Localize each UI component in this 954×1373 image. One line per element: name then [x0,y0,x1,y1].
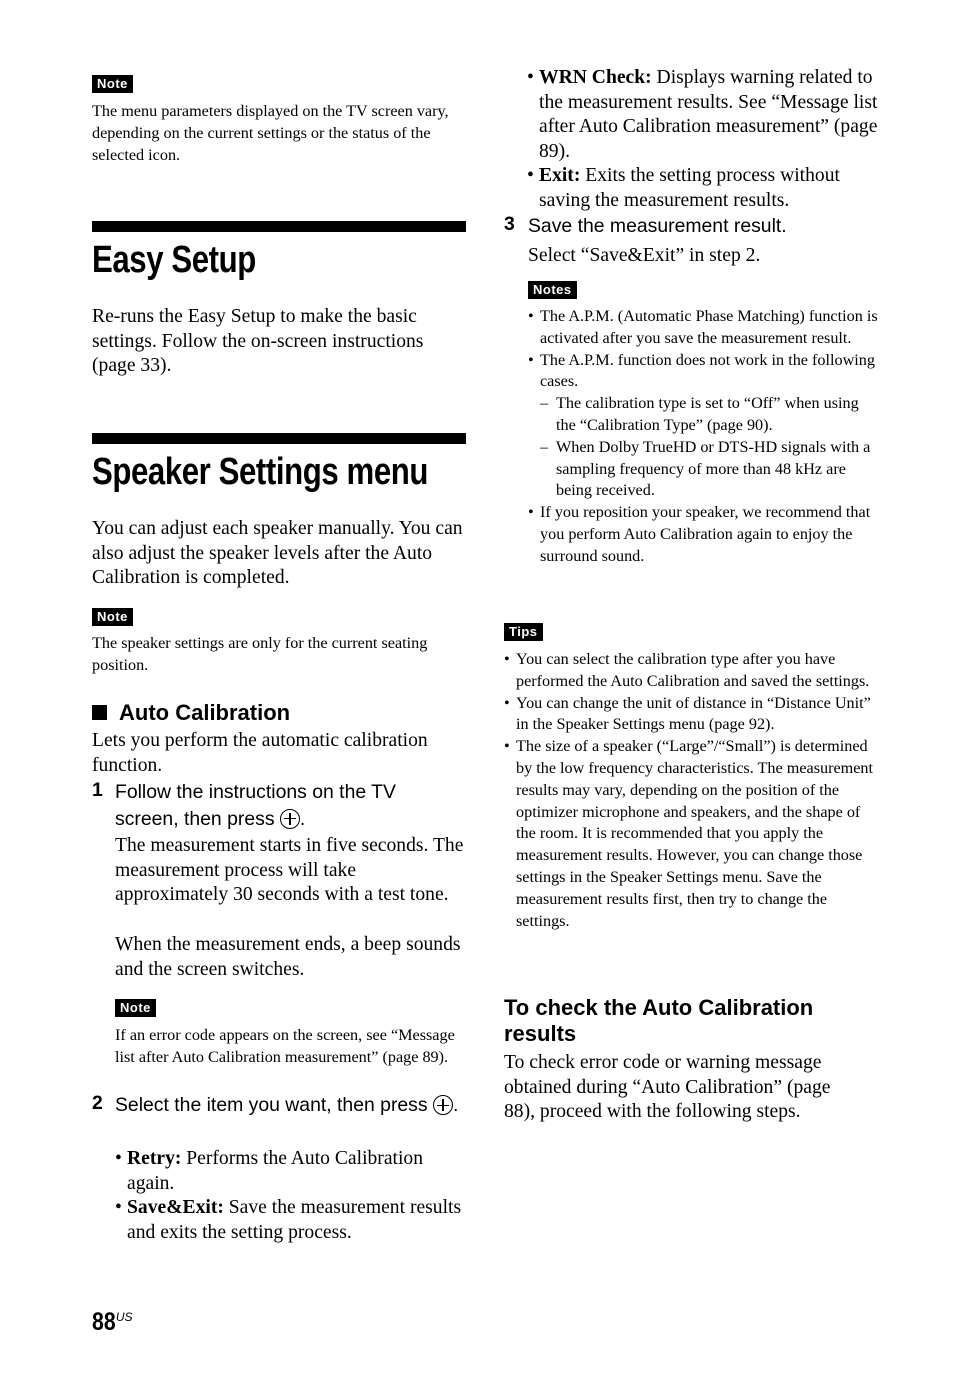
note-badge: Note [92,608,133,626]
sub-list-item: – The calibration type is set to “Off” when using the “Calibration Type” (page 90). [540,393,880,437]
step-number: 2 [92,1092,103,1114]
step-instruction: Save the measurement result. [528,215,787,237]
option-list [115,1147,471,1245]
square-bullet-icon [92,705,107,720]
notes-badge: Notes [528,281,577,299]
list-item: • The size of a speaker (“Large”/“Small”) is determined by the low frequency characteristics. The measurement results may vary, depending on the position of the optimizer microphone and speakers, and the shape of the room. It is recommended that you apply the measurement results. However, you can change those settings in the Speaker Settings menu. Save the measurement results first, then try to change the settings. [504,736,878,932]
note-text: The speaker settings are only for the current seating position. [92,634,428,674]
list-item: • WRN Check: Displays warning related to the measurement results. See “Message list after Auto Calibration measurement” (page 89). [527,66,883,164]
step-instruction: Follow the instructions on the TV screen, then press . [115,781,396,830]
step-3 [504,213,878,240]
list-item: • Retry: Performs the Auto Calibration again. [115,1147,471,1196]
speaker-settings-body: You can adjust each speaker manually. You can also adjust the speaker levels after the Auto Calibration is completed. [92,518,463,589]
section-title-speaker-settings: Speaker Settings menu [92,451,428,493]
notes-list [528,306,880,568]
section-rule [92,433,466,444]
auto-calibration-intro: Lets you perform the automatic calibration function. [92,730,428,776]
note-badge: Note [92,75,133,93]
section-rule [92,221,466,232]
subsection-heading-check-results: To check the Auto Calibration results [504,995,814,1046]
list-item: • You can select the calibration type after you have performed the Auto Calibration and saved the settings. [504,649,878,693]
step-1-body-2: When the measurement ends, a beep sounds and the screen switches. [115,934,461,980]
section-title-easy-setup: Easy Setup [92,239,256,281]
step-1 [92,779,468,832]
sub-list [528,393,880,502]
tips-badge: Tips [504,623,543,641]
step-instruction: Select the item you want, then press . [115,1094,459,1116]
sub-list-item: – When Dolby TrueHD or DTS-HD signals with a sampling frequency of more than 48 kHz are being received. [540,437,880,502]
step-1-body: The measurement starts in five seconds. The measurement process will take approximately 30 seconds with a test tone. [115,835,464,906]
check-results-body: To check error code or warning message obtained during “Auto Calibration” (page 88), proceed with the following steps. [504,1052,831,1123]
list-item: • Exit: Exits the setting process without saving the measurement results. [527,164,883,213]
step-number: 1 [92,779,103,801]
list-item: • You can change the unit of distance in “Distance Unit” in the Speaker Settings menu (page 92). [504,693,878,737]
enter-button-icon [433,1095,453,1115]
page-number: $88^{US}$ [92,1308,133,1336]
note-text: The menu parameters displayed on the TV screen vary, depending on the current settings or the status of the selected icon. [92,102,449,164]
note-text: If an error code appears on the screen, see “Message list after Auto Calibration measurement” (page 89). [115,1026,455,1066]
step-2 [92,1092,468,1119]
list-item: • If you reposition your speaker, we recommend that you perform Auto Calibration again to enjoy the surround sound. [528,502,880,567]
easy-setup-body: Re-runs the Easy Setup to make the basic settings. Follow the on-screen instructions (page 33). [92,306,424,377]
option-list [527,66,883,214]
list-item: • The A.P.M. function does not work in the following cases. [528,350,880,394]
note-badge: Note [115,999,156,1017]
step-3-body: Select “Save&Exit” in step 2. [528,245,761,266]
list-item: • Save&Exit: Save the measurement results and exits the setting process. [115,1196,471,1245]
list-item: • The A.P.M. (Automatic Phase Matching) function is activated after you save the measurement result. [528,306,880,350]
step-number: 3 [504,213,515,235]
tips-list [504,649,878,932]
enter-button-icon [280,809,300,829]
subsection-heading-auto-calibration: Auto Calibration [92,700,290,726]
